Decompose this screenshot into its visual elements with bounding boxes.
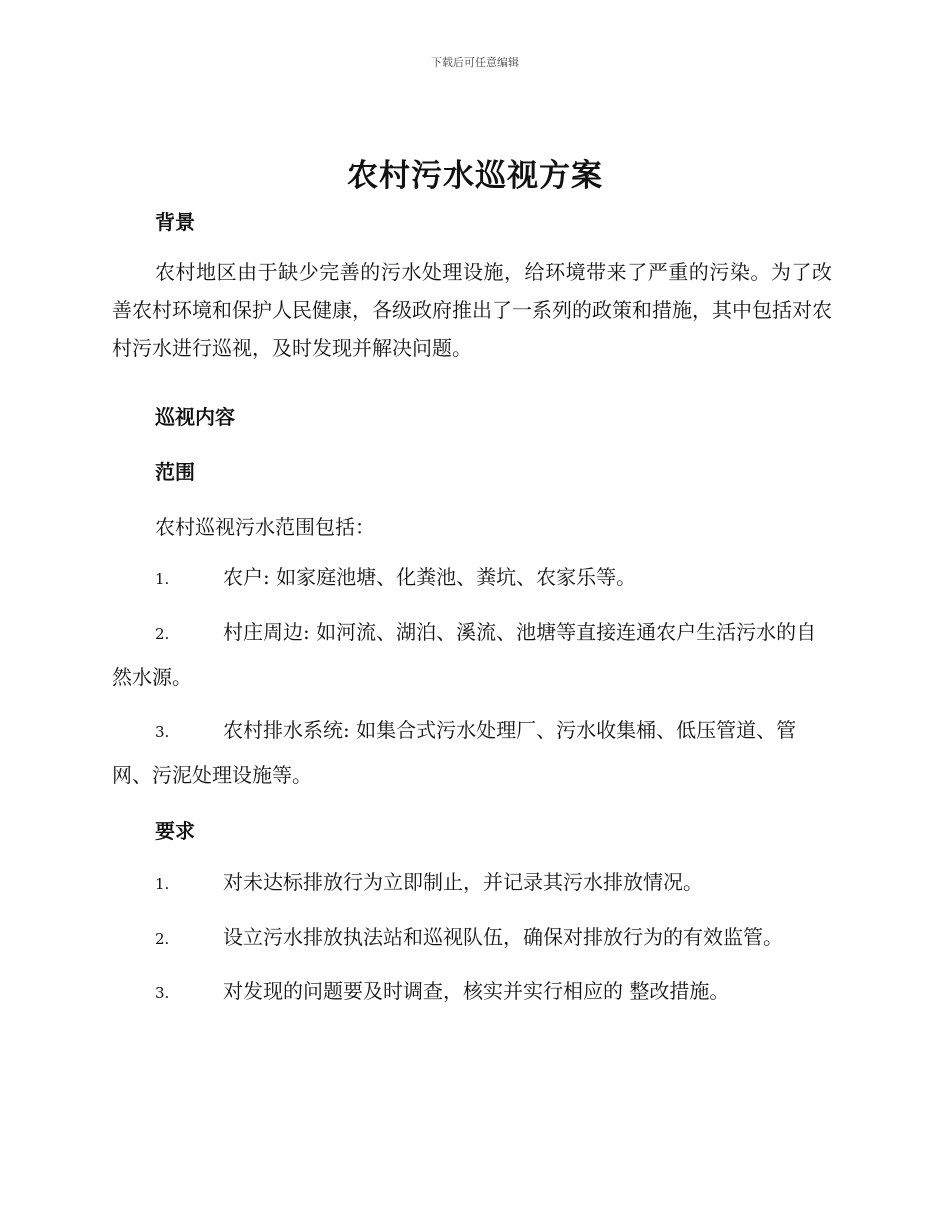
requirement-list-item: [112, 970, 832, 1015]
list-number: 2.: [155, 625, 170, 643]
section-heading-background: 背景: [155, 210, 195, 234]
list-text: 村庄周边: 如河流、湖泊、溪流、池塘等直接连通农户生活污水的自然水源。: [112, 620, 817, 689]
section-heading-requirements: 要求: [155, 819, 195, 843]
requirement-list-item: [112, 861, 832, 906]
background-paragraph: 农村地区由于缺少完善的污水处理设施，给环境带来了严重的污染。为了改善农村环境和保护人民健康，各级政府推出了一系列的政策和措施，其中包括对农村污水进行巡视，及时发现并解决问题。: [112, 260, 832, 360]
list-number: 1.: [155, 875, 170, 893]
scope-list-item: [112, 709, 832, 797]
list-text: 对未达标排放行为立即制止，并记录其污水排放情况。: [223, 870, 703, 894]
requirement-list-item: [112, 916, 832, 961]
list-number: 1.: [155, 570, 170, 588]
scope-intro: 农村巡视污水范围包括：: [155, 515, 375, 539]
list-number: 2.: [155, 930, 170, 948]
list-text: 对发现的问题要及时调查，核实并实行相应的 整改措施。: [223, 979, 730, 1003]
scope-list-item: [112, 556, 832, 601]
list-number: 3.: [155, 984, 170, 1002]
list-number: 3.: [155, 723, 170, 741]
scope-list-item: [112, 611, 832, 699]
header-note: 下载后可任意编辑: [431, 56, 519, 69]
list-text: 农户: 如家庭池塘、化粪池、粪坑、农家乐等。: [223, 565, 637, 589]
section-heading-content: 巡视内容: [155, 405, 235, 429]
section-heading-scope: 范围: [155, 460, 195, 484]
list-text: 设立污水排放执法站和巡视队伍，确保对排放行为的有效监管。: [223, 925, 783, 949]
list-text: 农村排水系统: 如集合式污水处理厂、污水收集桶、低压管道、管网、污泥处理设施等。: [112, 718, 797, 787]
document-title: 农村污水巡视方案: [347, 158, 603, 194]
